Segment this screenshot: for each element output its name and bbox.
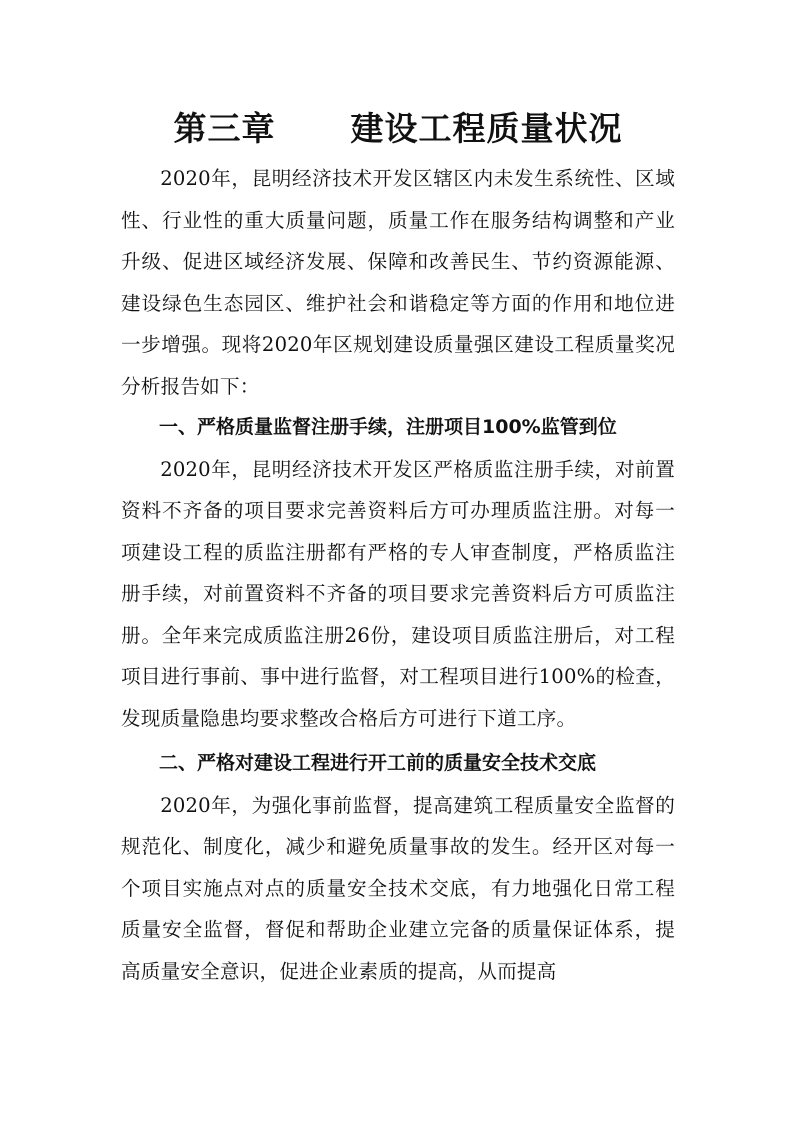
chapter-title: 第三章 建设工程质量状况 [173,109,623,148]
section-1-body: 2020年，昆明经济技术开发区严格质监注册手续，对前置资料不齐备的项目要求完善资料后方可办理质监注册。对每一项建设工程的质监注册都有严格的专人审查制度，严格质监注册手续，对前置资料不齐备的项目要求完善资料后方可质监注册。全年来完成质监注册26份，建设项目质监注册后，对工程项目进行事前、事中进行监督，对工程项目进行100%的检查，发现质量隐患均要求整改合格后方可进行下道工序。 [121,457,675,730]
section-1-heading: 一、严格质量监督注册手续，注册项目100%监管到位 [159,416,617,438]
document-page [121,100,675,992]
section-2-heading: 二、严格对建设工程进行开工前的质量安全技术交底 [159,752,597,774]
section-2-body: 2020年，为强化事前监督，提高建筑工程质量安全监督的规范化、制度化，减少和避免质量事故的发生。经开区对每一个项目实施点对点的质量安全技术交底，有力地强化日常工程质量安全监督，督促和帮助企业建立完备的质量保证体系，提高质量安全意识，促进企业素质的提高，从而提高 [121,793,675,983]
intro-paragraph: 2020年，昆明经济技术开发区辖区内未发生系统性、区域性、行业性的重大质量问题，质量工作在服务结构调整和产业升级、促进区域经济发展、保障和改善民生、节约资源能源、建设绿色生态园区、维护社会和谐稳定等方面的作用和地位进一步增强。现将2020年区规划建设质量强区建设工程质量奖况分析报告如下： [121,167,675,398]
